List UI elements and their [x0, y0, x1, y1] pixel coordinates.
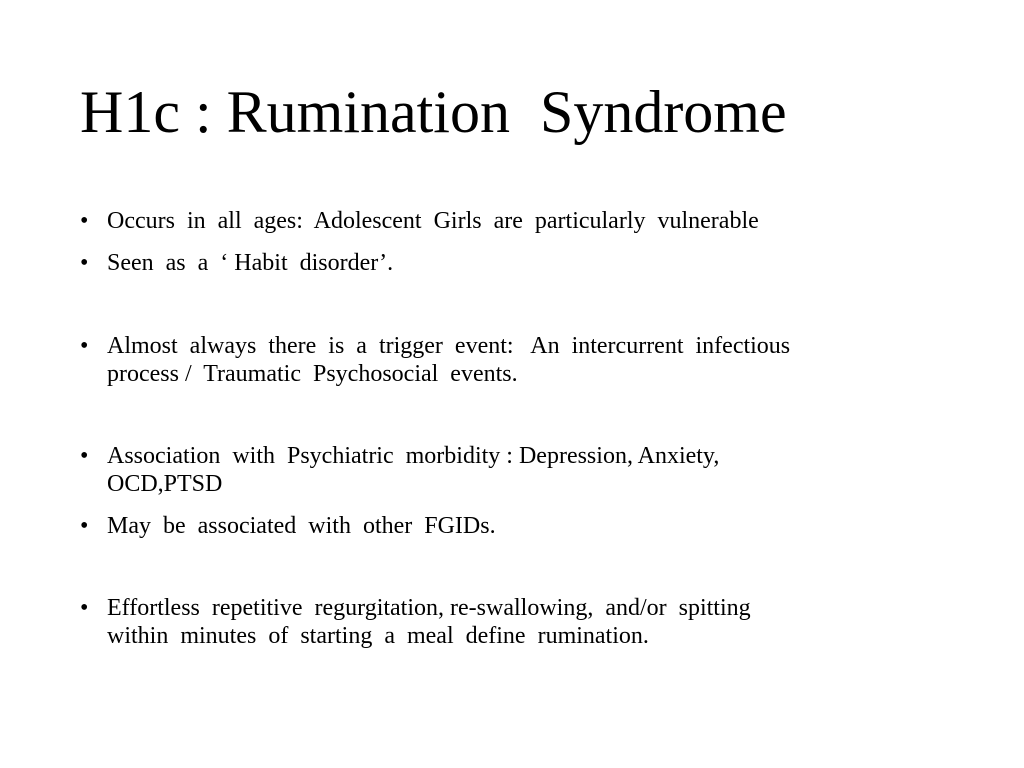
bullet-marker: •	[80, 513, 89, 539]
bullet-marker: •	[80, 208, 89, 234]
bullet-text-line: Association with Psychiatric morbidity : Depression, Anxiety,	[107, 443, 720, 469]
bullet-item	[80, 207, 920, 235]
bullet-text-line: Seen as a ‘ Habit disorder’.	[107, 250, 394, 276]
bullet-item	[80, 249, 920, 277]
bullet-item	[80, 594, 920, 650]
bullet-text-line: Effortless repetitive regurgitation, re-swallowing, and/or spitting	[107, 595, 751, 621]
bullet-marker: •	[80, 443, 89, 469]
bullet-text-line: process / Traumatic Psychosocial events.	[107, 361, 518, 387]
slide-title: H1c : Rumination Syndrome	[80, 79, 787, 145]
bullet-item	[80, 512, 920, 540]
bullet-text-line: within minutes of starting a meal define rumination.	[107, 623, 649, 649]
bullet-marker: •	[80, 250, 89, 276]
bullet-text-line: May be associated with other FGIDs.	[107, 513, 496, 539]
bullet-item	[80, 442, 920, 498]
bullet-item	[80, 332, 920, 388]
bullet-marker: •	[80, 333, 89, 359]
bullet-text-line: Almost always there is a trigger event: An intercurrent infectious	[107, 333, 791, 359]
bullet-marker: •	[80, 595, 89, 621]
bullet-text-line: OCD,PTSD	[107, 471, 223, 497]
bullet-text-line: Occurs in all ages: Adolescent Girls are particularly vulnerable	[107, 208, 759, 234]
